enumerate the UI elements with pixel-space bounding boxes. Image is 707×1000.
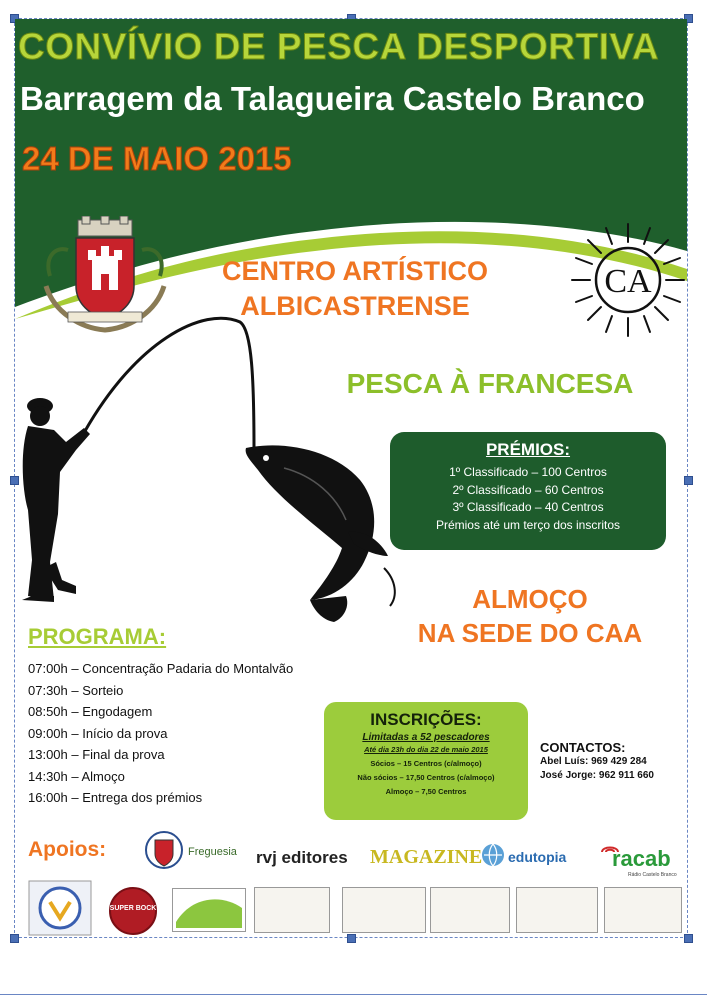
prizes-title: PRÉMIOS: [485,440,571,459]
resize-handle-bottom-right[interactable] [684,934,693,943]
super-bock-logo [108,886,158,936]
program-title: PROGRAMA: [28,624,167,649]
program-item: 07:00h – Concentração Padaria do Montalvão [28,661,294,676]
contact-line: José Jorge: 962 911 660 [540,770,654,781]
prize-line: 1º Classificado – 100 Centros [449,465,607,479]
program-item: 07:30h – Sorteio [28,682,124,698]
sponsor-magazine: MAGAZINE [370,846,483,868]
page-divider [0,994,707,995]
sponsor-card-thumbnail [516,887,598,933]
lunch-notice [390,582,670,650]
contacts-title: CONTACTOS: [540,740,626,755]
sponsor-green-card-logo [172,888,246,932]
freguesia-logo-icon [144,830,184,870]
sponsor-card-thumbnail [342,887,426,933]
registration-price: Almoço – 7,50 Centros [385,787,467,796]
poster-date: 24 DE MAIO 2015 [22,140,292,177]
prize-line: 2º Classificado – 60 Centros [452,482,604,497]
resize-handle-bottom-center[interactable] [347,934,356,943]
edutopia-globe-icon [480,842,506,868]
registration-price: Não sócios – 17,50 Centros (c/almoço) [357,773,495,782]
resize-handle-middle-right[interactable] [684,476,693,485]
sponsor-racab-subtitle: Rádio Castelo Branco [628,872,677,878]
registration-deadline: Até dia 23h do dia 22 de maio 2015 [364,745,488,754]
prizes-box [390,432,666,550]
sponsor-card-thumbnail [254,887,330,933]
poster-title: CONVÍVIO DE PESCA DESPORTIVA [18,26,660,67]
registration-title: INSCRIÇÕES: [370,710,482,729]
caa-sun-logo [570,222,686,338]
sponsor-edutopia: edutopia [508,849,567,865]
registration-price: Sócios – 15 Centros (c/almoço) [370,759,482,768]
lunch-line-2: NA SEDE DO CAA [417,618,643,648]
organizer-line-2: ALBICASTRENSE [240,291,470,321]
fishing-modality: PESCA À FRANCESA [346,368,634,399]
contact-line: Abel Luís: 969 429 284 [540,756,647,767]
sponsor-rvj-editores: rvj editores [256,848,348,867]
program-item: 13:00h – Final da prova [28,747,165,762]
sponsor-racab: racab [612,846,671,871]
resize-handle-bottom-left[interactable] [10,934,19,943]
organizer-line-1: CENTRO ARTÍSTICO [222,256,488,286]
program-item: 16:00h – Entrega dos prémios [28,790,203,805]
poster-location: Barragem da Talagueira Castelo Branco [20,80,645,117]
caa-logo-letters: CA [604,263,652,300]
prize-line: Prémios até um terço dos inscritos [435,517,621,532]
registration-box [324,702,528,820]
sponsor-freguesia: Freguesia [188,846,237,858]
sponsor-card-thumbnail [604,887,682,933]
lunch-line-1: ALMOÇO [472,584,588,614]
sponsor-card-thumbnail [430,887,510,933]
prize-line: 3º Classificado – 40 Centros [452,500,604,514]
program-item: 09:00h – Início da prova [28,725,168,741]
registration-limit: Limitadas a 52 pescadores [362,732,490,743]
sponsor-badge-logo [28,880,92,936]
program-item: 08:50h – Engodagem [28,704,153,719]
contacts [540,740,654,783]
program-item: 14:30h – Almoço [28,768,125,784]
sponsors-title: Apoios: [28,838,107,861]
program-list [28,658,293,809]
super-bock-label: SUPER BOCK [109,905,157,912]
fisherman-illustration [14,300,414,630]
